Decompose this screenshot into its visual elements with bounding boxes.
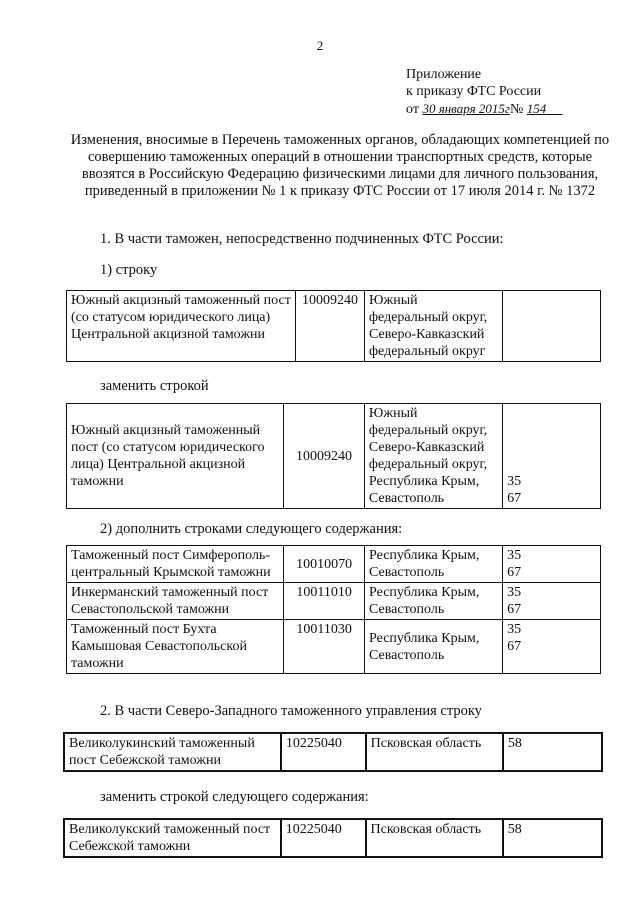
appendix-date-line bbox=[406, 100, 563, 118]
num-67: 67 bbox=[507, 602, 522, 617]
cell-regions: Республика Крым, Севастополь bbox=[365, 620, 503, 674]
item-1-label: 1) строку bbox=[100, 262, 158, 278]
cell-code: 10225040 bbox=[281, 733, 366, 771]
table-old-row-1 bbox=[66, 290, 601, 362]
cell-num: 58 bbox=[503, 733, 602, 771]
cell-regions: Республика Крым, Севастополь bbox=[365, 546, 503, 583]
cell-code: 10009240 bbox=[296, 291, 365, 362]
order-number: 154 bbox=[526, 101, 547, 116]
appendix-title: Приложение bbox=[406, 67, 482, 82]
section-1-title: 1. В части таможен, непосредственно подчиненных ФТС России: bbox=[100, 231, 504, 247]
num-67: 67 bbox=[507, 565, 522, 580]
page-number: 2 bbox=[316, 38, 324, 53]
cell-post-name: Таможенный пост Бухта Камышовая Севастопольской таможни bbox=[67, 620, 284, 674]
table-row bbox=[67, 583, 601, 620]
cell-code: 10225040 bbox=[281, 819, 366, 857]
cell-nums bbox=[503, 404, 601, 509]
item-2-label: 2) дополнить строками следующего содержания: bbox=[100, 521, 403, 537]
num-35: 35 bbox=[507, 548, 522, 563]
table-row bbox=[67, 620, 601, 674]
num-35: 35 bbox=[507, 474, 522, 489]
table-add-rows bbox=[66, 545, 601, 674]
table-new-row-2 bbox=[63, 818, 603, 858]
num-67: 67 bbox=[507, 491, 522, 506]
num-67: 67 bbox=[507, 639, 522, 654]
cell-nums bbox=[503, 546, 601, 583]
appendix-block bbox=[406, 66, 563, 118]
cell-nums bbox=[503, 620, 601, 674]
num-35: 35 bbox=[507, 585, 522, 600]
table-row bbox=[64, 819, 602, 857]
appendix-order-ref: к приказу ФТС России bbox=[406, 84, 542, 99]
cell-post-name: Южный акцизный таможенный пост (со статусом юридического лица) Центральной акцизной таможни bbox=[67, 404, 284, 509]
table-row bbox=[64, 733, 602, 771]
cell-nums bbox=[503, 583, 601, 620]
table-row bbox=[67, 291, 601, 362]
number-prefix: № bbox=[509, 102, 527, 117]
cell-region: Псковская область bbox=[366, 819, 503, 857]
section-2-title: 2. В части Северо-Западного таможенного управления строку bbox=[100, 703, 482, 719]
cell-post-name: Великолукинский таможенный пост Себежской таможни bbox=[64, 733, 281, 771]
cell-code: 10011010 bbox=[284, 583, 365, 620]
cell-code: 10011030 bbox=[284, 620, 365, 674]
table-row bbox=[67, 546, 601, 583]
date-prefix: от bbox=[406, 102, 423, 117]
number-underline bbox=[546, 101, 562, 116]
table-old-row-2 bbox=[63, 732, 603, 772]
document-heading: Изменения, вносимые в Перечень таможенных органов, обладающих компетенцией по совершению таможенных операций в отношении транспортных средств, которые ввозятся в Российскую Федерацию физическими лицами для личного пользования, приведенный в приложении № 1 к приказу ФТС России от 17 июля 2014 г. № 1372 bbox=[70, 132, 610, 199]
cell-code: 10009240 bbox=[284, 404, 365, 509]
cell-nums bbox=[503, 291, 601, 362]
order-date: 30 января 2015г bbox=[422, 101, 510, 116]
cell-post-name: Великолукский таможенный пост Себежской таможни bbox=[64, 819, 281, 857]
cell-num: 58 bbox=[503, 819, 602, 857]
cell-code: 10010070 bbox=[284, 546, 365, 583]
cell-regions: Южный федеральный округ, Северо-Кавказский федеральный округ, Республика Крым, Севастополь bbox=[364, 404, 502, 509]
table-new-row-1 bbox=[66, 403, 601, 509]
cell-post-name: Инкерманский таможенный пост Севастопольской таможни bbox=[67, 583, 284, 620]
cell-regions: Южный федеральный округ, Северо-Кавказский федеральный округ bbox=[364, 291, 502, 362]
table-row bbox=[67, 404, 601, 509]
cell-regions: Республика Крым, Севастополь bbox=[365, 583, 503, 620]
cell-post-name: Таможенный пост Симферополь-центральный Крымской таможни bbox=[67, 546, 284, 583]
cell-post-name: Южный акцизный таможенный пост (со статусом юридического лица) Центральной акцизной таможни bbox=[67, 291, 296, 362]
num-35: 35 bbox=[507, 622, 522, 637]
cell-region: Псковская область bbox=[366, 733, 503, 771]
replace-label-2: заменить строкой следующего содержания: bbox=[100, 789, 369, 805]
replace-label-1: заменить строкой bbox=[100, 378, 209, 394]
